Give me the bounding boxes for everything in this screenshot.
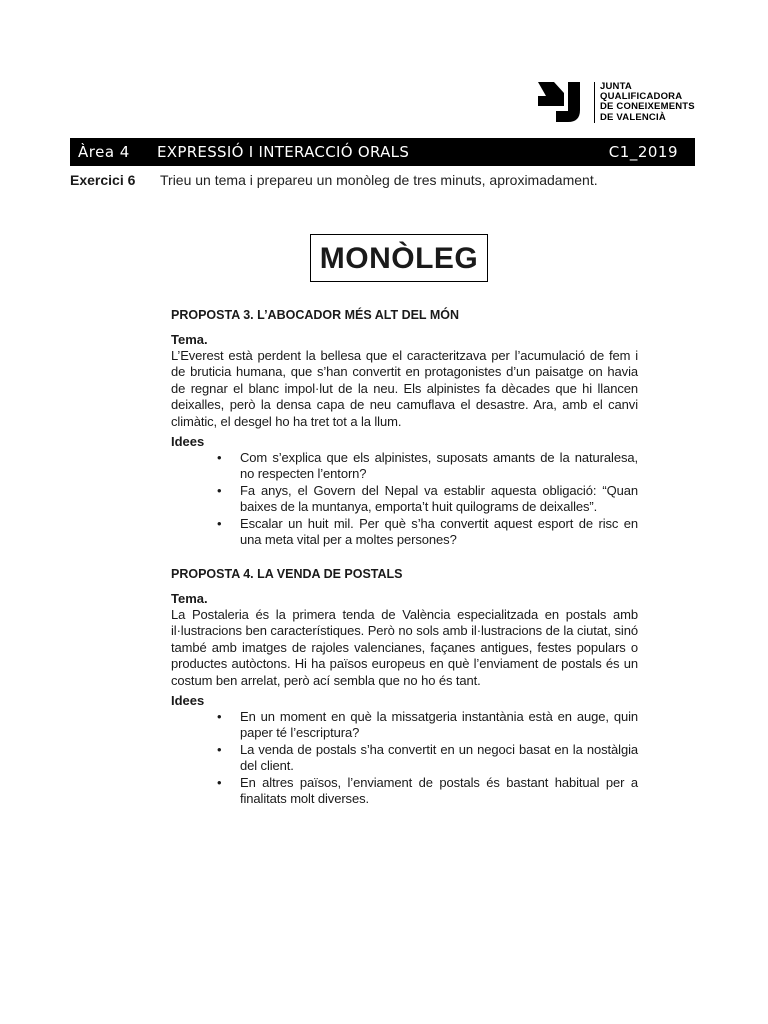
idea-text: Fa anys, el Govern del Nepal va establir aquesta obligació: “Quan baixes de la muntanya, emporta’t huit quilograms de deixalles”. <box>240 482 638 515</box>
theme-label: Tema. <box>171 591 208 606</box>
proposal-heading: PROPOSTA 4. LA VENDA DE POSTALS <box>171 567 403 581</box>
logo-line: DE CONEIXEMENTS <box>600 101 695 113</box>
idea-text: Escalar un huit mil. Per què s’ha convertit aquest esport de risc en una meta vital per a moltes persones? <box>240 515 638 548</box>
ideas-label: Idees <box>171 434 205 450</box>
jqcv-logo <box>538 82 698 124</box>
list-item <box>217 709 638 742</box>
proposal-4 <box>171 567 638 807</box>
ideas-label: Idees <box>171 693 205 709</box>
theme-text: L’Everest està perdent la bellesa que el caracteritzava per l’acumulació de fem i de bruticia humana, que s’han convertit en protagonistes d’un paisatge on havia de regnar el blanc impol·lut de la neu. Els alpinistes fa dècades que hi llancen deixalles, però la densa capa de neu camuflava el desastre. Ara, amb el canvi climàtic, el desgel ho ha tret tot a la llum. <box>171 348 638 429</box>
theme-text: La Postaleria és la primera tenda de València especialitzada en postals amb il·lustracions ben característiques. Però no sols amb il·lustracions de la ciutat, sinó també amb imatges de rajoles valencianes, façanes antigues, festes populars o productes autòctons. Hi ha països europeus en què l’enviament de postals és un costum ben arrelat, però ací sembla que no ho és tant. <box>171 607 638 688</box>
logo-line: QUALIFICADORA <box>600 91 683 103</box>
idea-text: En altres països, l’enviament de postals és bastant habitual per a finalitats molt diverses. <box>240 774 638 807</box>
idea-text: Com s’explica que els alpinistes, suposats amants de la naturalesa, no respecten l’entorn? <box>240 450 638 482</box>
exam-section-title: EXPRESSIÓ I INTERACCIÓ ORALS <box>157 143 410 161</box>
exam-level: C1_2019 <box>608 143 678 161</box>
bullet-icon: • <box>217 774 222 790</box>
list-item <box>217 742 638 775</box>
bullet-icon: • <box>217 741 222 757</box>
bullet-icon: • <box>217 482 222 498</box>
jqcv-logo-mark <box>538 82 582 122</box>
ideas-list <box>171 709 638 807</box>
logo-line: DE VALENCIÀ <box>600 111 666 123</box>
exercise-label: Exercici 6 <box>70 172 136 188</box>
exam-area: Àrea 4 <box>78 143 130 161</box>
proposal-heading: PROPOSTA 3. L’ABOCADOR MÉS ALT DEL MÓN <box>171 308 459 322</box>
idea-text: La venda de postals s’ha convertit en un negoci basat en la nostàlgia del client. <box>240 741 638 774</box>
exam-header-bar <box>70 138 695 166</box>
bullet-icon: • <box>217 450 222 466</box>
proposal-3 <box>171 308 638 548</box>
theme-label: Tema. <box>171 332 208 347</box>
logo-line: JUNTA <box>600 81 632 92</box>
list-item <box>217 483 638 516</box>
ideas-list <box>171 450 638 548</box>
list-item <box>217 516 638 549</box>
list-item <box>217 775 638 808</box>
logo-text <box>594 82 695 123</box>
exercise-instruction: Trieu un tema i prepareu un monòleg de tres minuts, aproximadament. <box>160 172 598 188</box>
page-title: MONÒLEG <box>310 234 488 282</box>
idea-text: En un moment en què la missatgeria instantània està en auge, quin paper té l’escriptura? <box>240 709 638 741</box>
list-item <box>217 450 638 483</box>
bullet-icon: • <box>217 515 222 531</box>
bullet-icon: • <box>217 709 222 725</box>
